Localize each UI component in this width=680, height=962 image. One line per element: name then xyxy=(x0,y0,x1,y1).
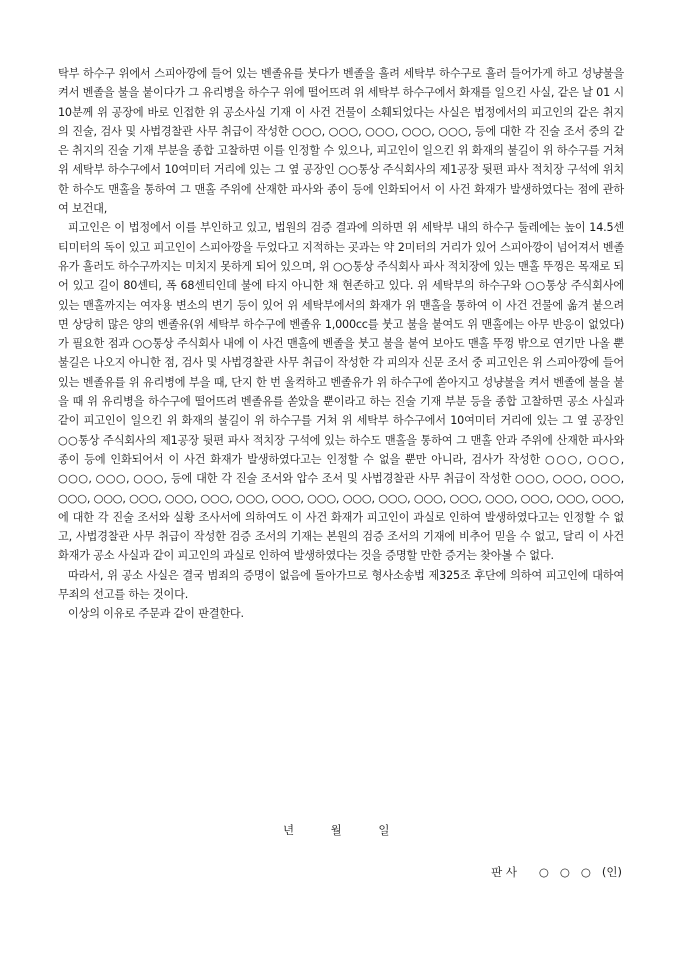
paragraph-findings: 탁부 하수구 위에서 스피아깡에 들어 있는 벤졸유를 붓다가 벤졸을 흘려 세탁부 하수구로 흘러 들어가게 하고 성냥불을 켜서 벤졸을 불을 붙이다가 그 유리병을 하수구 위에 떨어뜨려 위 세탁부 하수구에서 화재를 일으킨 사실, 같은 날 01 시 10분께 위 공장에 바로 인접한 위 공소사실 기재 이 사건 건물이 소훼되었다는 사실은 법정에서의 피고인의 같은 취지의 진술, 검사 및 사법경찰관 사무 취급이 작성한 ○○○, ○○○, ○○○, ○○○, ○○○, 등에 대한 각 진술 조서 중의 같은 취지의 진술 기재 부분을 종합 고찰하면 이를 인정할 수 있으나, 피고인이 일으킨 위 화재의 불길이 위 하수구를 거쳐 위 세탁부 하수구에서 10여미터 거리에 있는 그 옆 공장인 ○○통상 주식회사의 제1공장 뒷편 파사 적치장 구석에 위치한 하수도 맨홀을 통하여 그 맨홀 주위에 산재한 파사와 종이 등에 인화되어서 이 사건 화재가 발생하였다는 점에 관하여 보건대, xyxy=(58,67,624,216)
judgment-body xyxy=(58,64,624,624)
paragraph-closing: 이상의 이유로 주문과 같이 판결한다. xyxy=(68,607,244,621)
paragraph-conclusion: 따라서, 위 공소 사실은 결국 범죄의 증명이 없음에 돌아가므로 형사소송법 제325조 후단에 의하여 피고인에 대하여 무죄의 선고를 하는 것이다. xyxy=(58,568,624,602)
judgment-date-line: 년 월 일 xyxy=(283,823,390,837)
judge-signature-line: 판 사 ○ ○ ○ (인) xyxy=(491,865,622,879)
paragraph-evidence-review: 피고인은 이 법정에서 이를 부인하고 있고, 법원의 검증 결과에 의하면 위 세탁부 내의 하수구 둘레에는 높이 14.5센티미터의 독이 있고 피고인이 스피아깡을 두었다고 지적하는 곳과는 약 2미터의 거리가 있어 스피아깡이 넘어져서 벤졸유가 흘러도 하수구까지는 미치지 못하게 되어 있으며, 위 ○○통상 주식회사 파사 적치장에 있는 맨홀 뚜껑은 목재로 되어 있고 길이 80센티, 폭 68센티인데 불에 타지 아니한 채 현존하고 있다. 위 세탁부의 하수구와 ○○통상 주식회사에 있는 맨홀까지는 여자용 변소의 변기 등이 있어 위 세탁부에서의 화재가 위 맨홀을 통하여 이 사건 건물에 옮겨 붙으려면 상당히 많은 양의 벤졸유(위 세탁부 하수구에 벤졸유 1,000cc를 붓고 불을 붙여도 위 맨홀에는 아무 반응이 없었다)가 필요한 점과 ○○통상 주식회사 내에 이 사건 맨홀에 벤졸을 붓고 불을 붙여 보아도 맨홀 뚜껑 밖으로 연기만 나올 뿐 불길은 나오지 아니한 점, 검사 및 사법경찰관 사무 취급이 작성한 각 피의자 신문 조서 중 피고인은 위 스피아깡에 들어 있는 벤졸유를 위 유리병에 부을 때, 단지 한 번 울컥하고 벤졸유가 위 하수구에 쏟아지고 성냥불을 켜서 벤졸에 불을 붙을 때 위 유리병을 하수구에 떨어뜨려 벤졸유를 쏟았을 뿐이라고 하는 진술 기재 부분 등을 종합 고찰하면 공소 사실과 같이 피고인이 일으킨 위 화재의 불길이 위 하수구를 거쳐 위 세탁부 하수구에서 10여미터 거리에 있는 그 옆 공장인 ○○통상 주식회사의 제1공장 뒷편 파사 적치장 구석에 있는 하수도 맨홀을 통하여 그 맨홀 안과 주위에 산재한 파사와 종이 등에 인화되어서 이 사건 화재가 발생하였다고는 인정할 수 없을 뿐만 아니라, 검사가 작성한 ○○○, ○○○, ○○○, ○○○, ○○○, 등에 대한 각 진술 조서와 압수 조서 및 사법경찰관 사무 취급이 작성한 ○○○, ○○○, ○○○, ○○○, ○○○, ○○○, ○○○, ○○○, ○○○, ○○○, ○○○, ○○○, ○○○, ○○○, ○○○, ○○○, ○○○, ○○○, ○○○, 에 대한 각 진술 조서와 실황 조사서에 의하여도 이 사건 화재가 피고인이 과실로 인하여 발생하였다고는 인정할 수 없고, 사법경찰관 사무 취급이 작성한 검증 조서의 기재는 본원의 검증 조서의 기재에 비추어 믿을 수 없고, 달리 이 사건 화재가 공소 사실과 같이 피고인의 과실로 인하여 발생하였다는 것을 증명할 만한 증거는 찾아볼 수 없다. xyxy=(58,221,624,563)
